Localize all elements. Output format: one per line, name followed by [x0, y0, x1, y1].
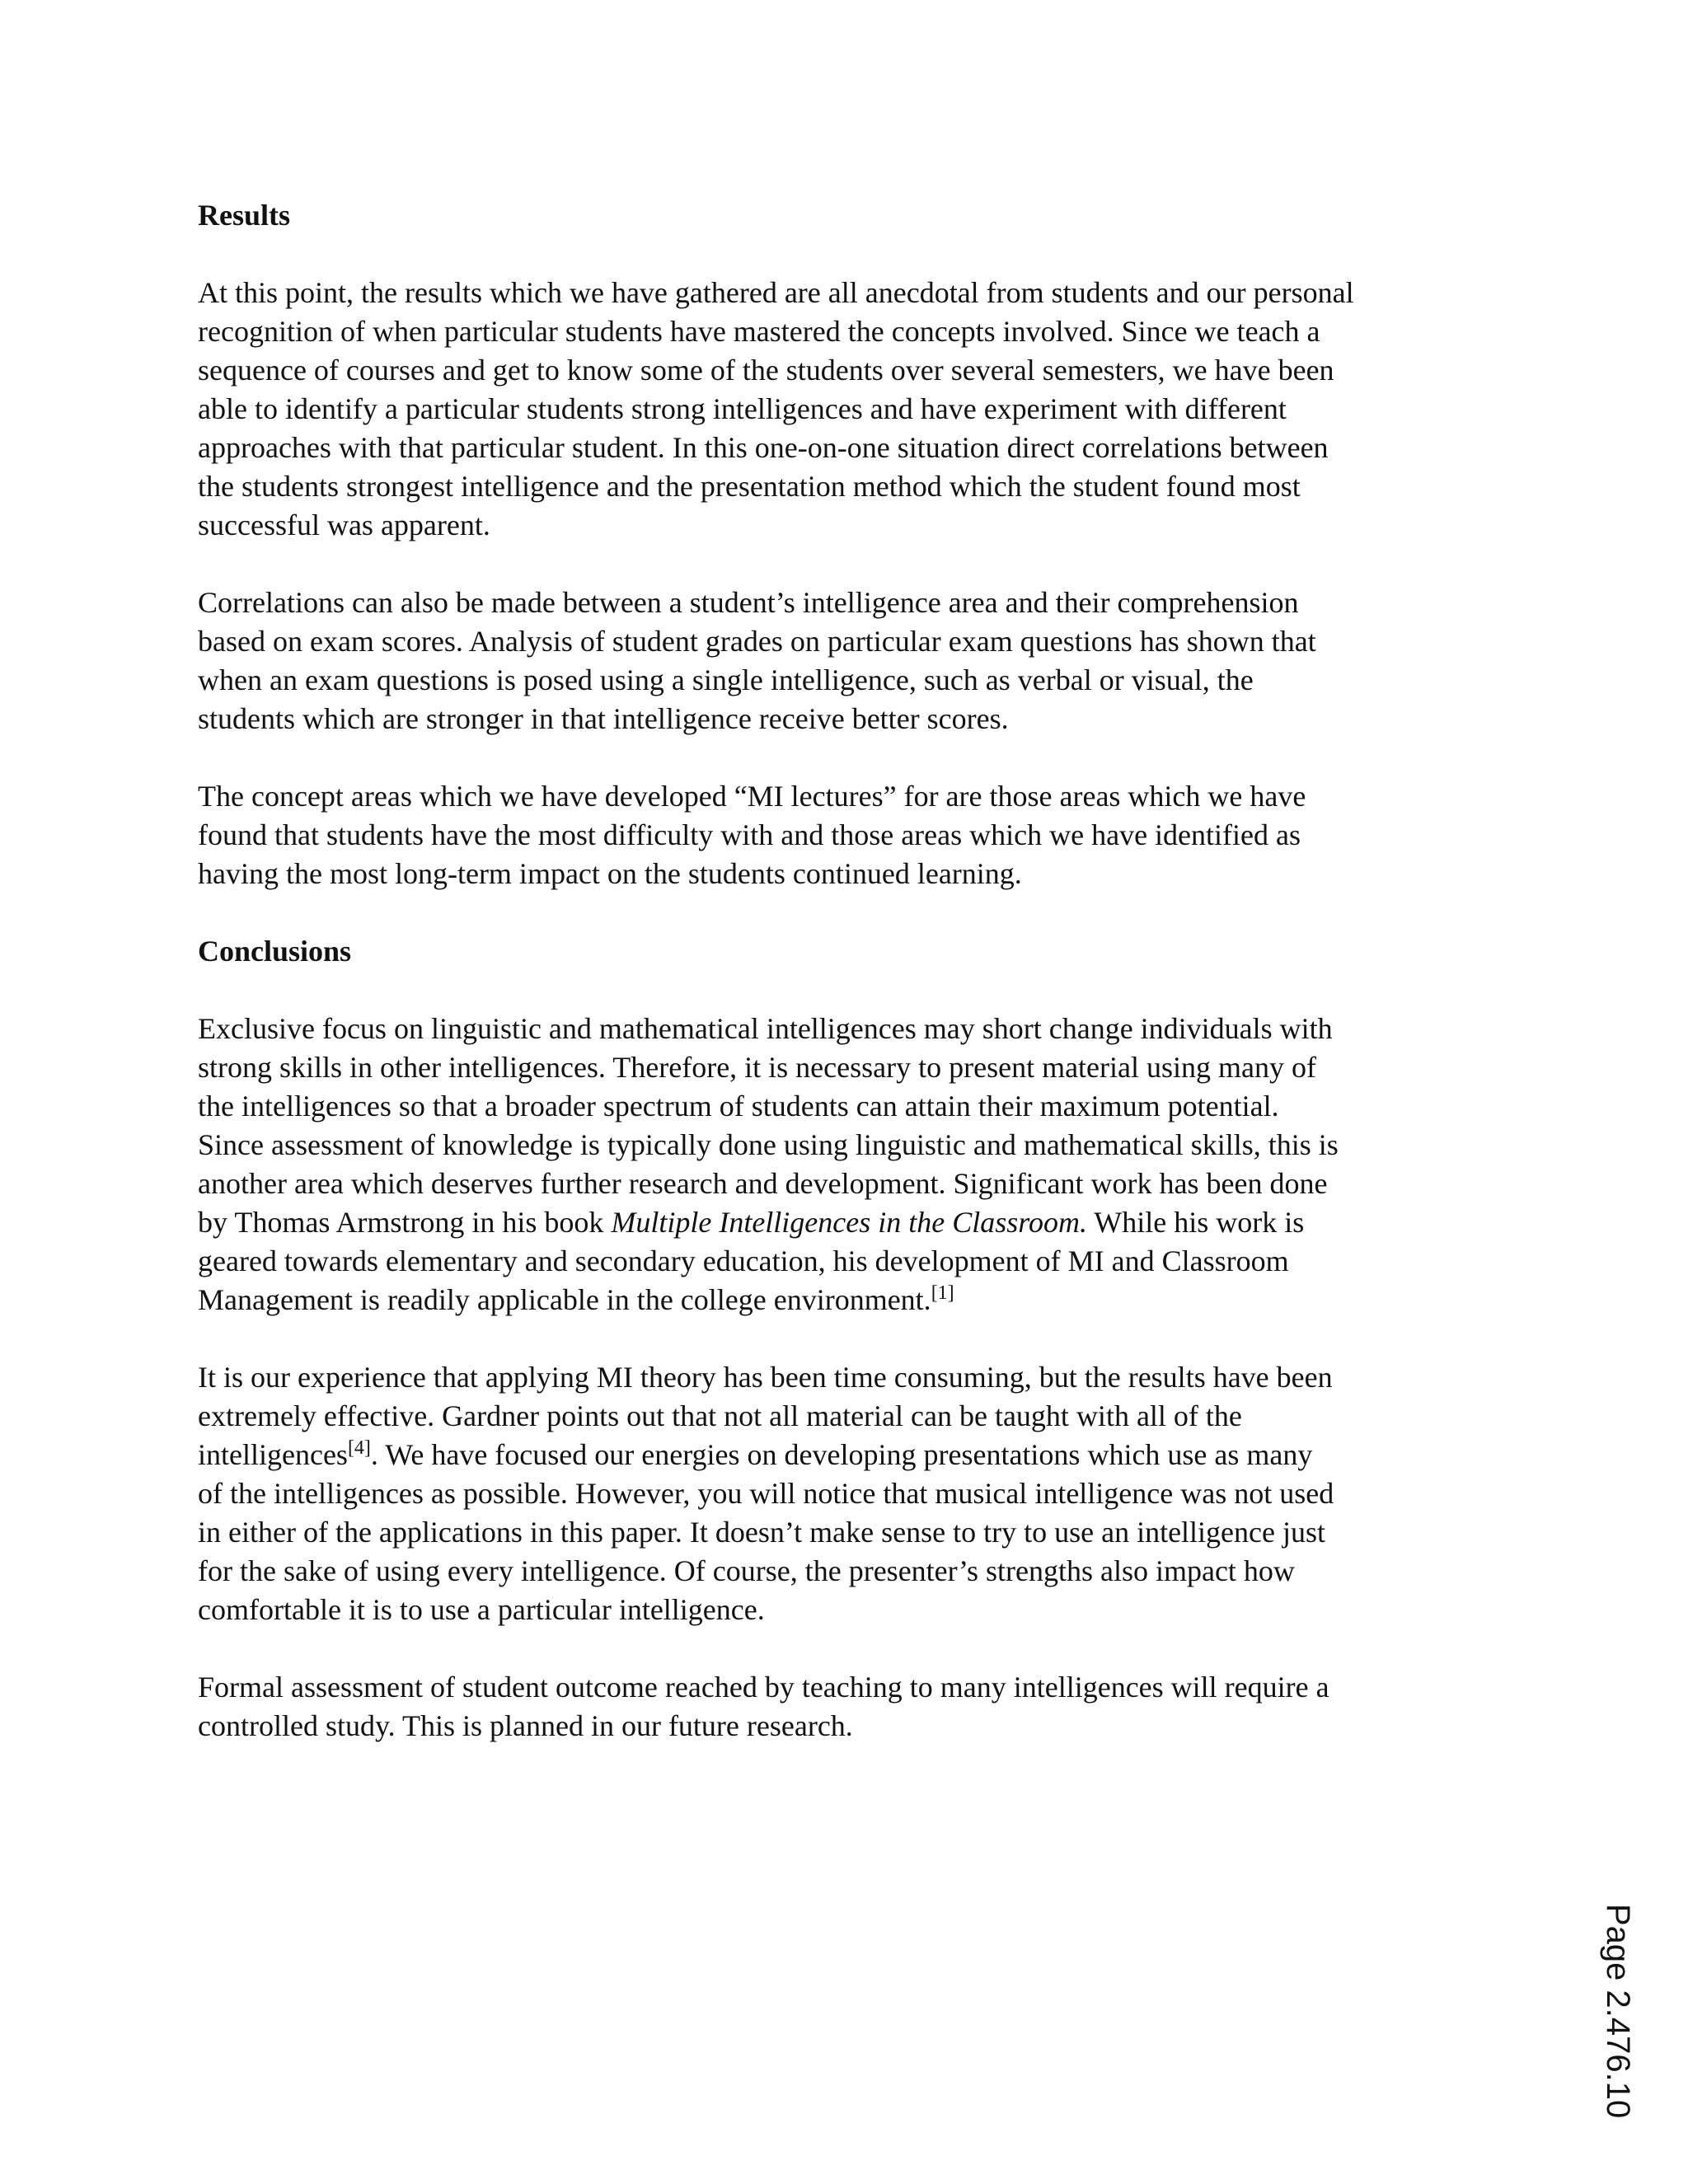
results-heading: Results — [198, 199, 291, 232]
conclusions-paragraph-1 — [198, 1010, 1517, 1319]
text-segment: Management is readily applicable in the college environment. — [198, 1283, 931, 1316]
text-line: the students strongest intelligence and the presentation method which the student found most — [198, 470, 1301, 503]
text-segment: While his work is — [1086, 1206, 1305, 1239]
text-line: geared towards elementary and secondary education, his development of MI and Classroom — [198, 1244, 1289, 1277]
citation-reference: [1] — [931, 1282, 954, 1304]
text-line: another area which deserves further research and development. Significant work has been done — [198, 1167, 1328, 1200]
text-line: It is our experience that applying MI theory has been time consuming, but the results have been — [198, 1361, 1333, 1394]
text-line: having the most long-term impact on the students continued learning. — [198, 857, 1022, 890]
text-line: comfortable it is to use a particular intelligence. — [198, 1593, 765, 1626]
text-line: controlled study. This is planned in our future research. — [198, 1709, 853, 1742]
text-line: At this point, the results which we have gathered are all anecdotal from students and our personal — [198, 276, 1354, 309]
text-segment: . We have focused our energies on developing presentations which use as many — [370, 1438, 1313, 1471]
text-line — [198, 1203, 1517, 1242]
text-line: Since assessment of knowledge is typically done using linguistic and mathematical skills, this is — [198, 1128, 1339, 1161]
text-line: the intelligences so that a broader spectrum of students can attain their maximum potential. — [198, 1090, 1279, 1122]
text-segment: intelligences — [198, 1438, 348, 1471]
text-line: sequence of courses and get to know some of the students over several semesters, we have been — [198, 354, 1334, 387]
text-line: Correlations can also be made between a student’s intelligence area and their comprehension — [198, 586, 1299, 619]
page-number: Page 2.476.10 — [1600, 1904, 1636, 2119]
text-line: students which are stronger in that intelligence receive better scores. — [198, 702, 1009, 735]
text-line: successful was apparent. — [198, 509, 490, 541]
citation-reference: [4] — [347, 1437, 371, 1459]
conclusions-paragraph-3 — [198, 1668, 1517, 1746]
text-line: able to identify a particular students strong intelligences and have experiment with different — [198, 392, 1287, 425]
text-line: based on exam scores. Analysis of student grades on particular exam questions has shown that — [198, 625, 1316, 658]
text-line: extremely effective. Gardner points out that not all material can be taught with all of the — [198, 1399, 1242, 1432]
text-line: strong skills in other intelligences. Therefore, it is necessary to present material using many of — [198, 1051, 1316, 1084]
results-paragraph-1 — [198, 274, 1517, 545]
text-line: in either of the applications in this paper. It doesn’t make sense to try to use an intelligence just — [198, 1516, 1325, 1549]
text-line — [198, 1281, 1517, 1319]
text-line: The concept areas which we have developed “MI lectures” for are those areas which we have — [198, 780, 1306, 813]
conclusions-paragraph-2 — [198, 1358, 1517, 1629]
book-title: Multiple Intelligences in the Classroom. — [611, 1206, 1087, 1239]
text-line: approaches with that particular student. In this one-on-one situation direct correlations between — [198, 431, 1329, 464]
text-line: of the intelligences as possible. However, you will notice that musical intelligence was not used — [198, 1477, 1334, 1510]
results-paragraph-3 — [198, 777, 1517, 893]
results-paragraph-2 — [198, 583, 1517, 738]
text-line: Exclusive focus on linguistic and mathematical intelligences may short change individuals with — [198, 1012, 1333, 1045]
text-segment: by Thomas Armstrong in his book — [198, 1206, 612, 1239]
text-line: Formal assessment of student outcome reached by teaching to many intelligences will require a — [198, 1671, 1329, 1704]
page-content — [198, 196, 1517, 1784]
conclusions-heading: Conclusions — [198, 935, 352, 968]
text-line: found that students have the most difficulty with and those areas which we have identified as — [198, 818, 1301, 851]
text-line: recognition of when particular students have mastered the concepts involved. Since we teach a — [198, 315, 1320, 348]
text-line — [198, 1436, 1517, 1474]
text-line: for the sake of using every intelligence. Of course, the presenter’s strengths also impact how — [198, 1554, 1295, 1587]
text-line: when an exam questions is posed using a single intelligence, such as verbal or visual, the — [198, 663, 1254, 696]
